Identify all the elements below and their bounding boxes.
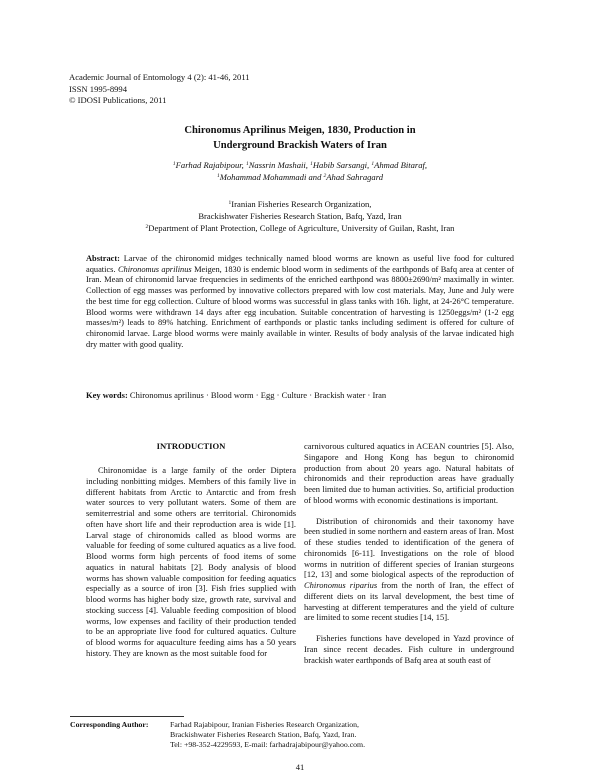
- author-name: Farhad Rajabipour,: [175, 160, 246, 170]
- corresponding-author-contact: Tel: +98-352-4229593, E-mail: farhadrajabipour@yahoo.com.: [170, 740, 366, 750]
- copyright: © IDOSI Publications, 2011: [69, 95, 167, 106]
- affiliation-1-station: Brackishwater Fisheries Research Station, Bafq, Yazd, Iran: [198, 210, 402, 221]
- keywords: Key words: Chironomus aprilinus · Blood worm · Egg · Culture · Brackish water · Iran: [86, 390, 387, 400]
- author-line-1: $^1$Farhad Rajabipour, $^1$Nassrin Mashaii, $^1$Habib Sarsangi, $^1$Ahmad Bitaraf,: [172, 160, 428, 170]
- author-name: Ahad Sahragard: [326, 171, 384, 182]
- paragraph: carnivorous cultured aquatics in ACEAN countries [5]. Also, Singapore and Hong Kong has begun to chironomid production from about 20 years ago. Natural habitats of chironomids and their reproduction areas have gradually been limited due to human activities. So, artificial production of blood worms with economic destinations is important.: [304, 441, 514, 505]
- keyword: Blood worm: [210, 390, 254, 400]
- section-heading-introduction: INTRODUCTION: [156, 441, 226, 451]
- author-name: Habib Sarsangi,: [312, 160, 372, 170]
- author-name: Mohammad Mohammadi and: [219, 171, 324, 182]
- affiliation-2: $^2$Department of Plant Protection, College of Agriculture, University of Guilan, Rasht, Iran: [145, 222, 455, 233]
- affiliations: [90, 199, 510, 234]
- keyword: Iran: [372, 390, 387, 400]
- paragraph: Fisheries functions have developed in Yazd province of Iran since recent decades. Fish culture in underground brackish water earthponds of Bafq area at south east of: [304, 633, 514, 665]
- author-list: [90, 160, 510, 184]
- author-line-2: $^1$Mohammad Mohammadi and $^2$Ahad Sahragard: [216, 171, 384, 182]
- affiliation-1: $^1$Iranian Fisheries Research Organization,: [228, 199, 372, 209]
- keyword: Brackish water: [314, 390, 366, 400]
- keywords-label: Key words:: [86, 390, 128, 400]
- keyword: Chironomus aprilinus: [129, 390, 204, 400]
- abstract: Abstract: Larvae of the chironomid midges technically named blood worms are known as useful live food for cultured aquatics. Chironomus aprilinus Meigen, 1830 is endemic blood worm in sediments of the earthponds of Bafq area at center of Iran. Mean of chironomid larvae frequencies in sediments of the enriched earthpond was 8800±2690/m² maximally in winter. Collection of egg masses was performed by innovative collectors prepared with low cost materials. May, June and July were the best time for egg collection. Culture of blood worms was successful in glass tanks with 16h. light, at 24-26°C temperature. Blood worms were withdrawn 14 days after egg incubation. Suitable concentration of harvesting is 1250eggs/m² (1-2 egg masses/m²) leads to 89% hatching. Enrichment of earthponds or plastic tanks including sediment is offered for culture of chironomid larvae. Large blood worms were mainly available in winter. Results of body analysis of the larvae indicated high dry matter with good quality.: [86, 254, 514, 349]
- page-number: 41: [295, 762, 305, 772]
- paper-title: Chironomus Aprilinus Meigen, 1830, Production in Underground Brackish Waters of Iran: [184, 125, 416, 151]
- paragraph: Distribution of chironomids and their taxonomy have been studied in some northern and eastern areas of Iran. Most of these studies tended to identification of the genera of chironomids [6-11]. Investigations on the role of blood worms in nutrition of different species of Iranian sturgeons [12, 13] and some biological aspects of the reproduction of Chironomus riparius from the north of Iran, the effect of different diets on its larval development, the best time of harvesting at different temperatures and the yield of culture are limited to some recent studies [14, 15].: [304, 515, 514, 623]
- footnote-divider: [70, 716, 184, 717]
- corresponding-author-address: Brackishwater Fisheries Research Station, Bafq, Yazd, Iran.: [170, 730, 357, 740]
- column-left: [86, 465, 296, 659]
- abstract-label: Abstract:: [86, 254, 120, 263]
- species-name: Chironomus aprilinus: [117, 264, 192, 274]
- corresponding-author: [70, 720, 530, 750]
- keyword: Egg: [260, 390, 275, 400]
- corresponding-author-name: Farhad Rajabipour, Iranian Fisheries Research Organization,: [170, 720, 359, 729]
- keyword: Culture: [281, 390, 308, 400]
- issn: ISSN 1995-8994: [69, 83, 128, 94]
- journal-citation: Academic Journal of Entomology 4 (2): 41-46, 2011: [69, 72, 250, 82]
- species-name: Chironomus riparius: [304, 580, 378, 590]
- column-right: [304, 441, 514, 665]
- corresponding-author-label: Corresponding Author:: [70, 720, 149, 729]
- journal-header: [69, 72, 250, 107]
- paragraph: Chironomidae is a large family of the order Diptera including nonbitting midges. Members of this family live in different habitats from Arctic to Antarctic and from fresh water sources to very pollutant waters. Some of them are semiterrestrial and some others are territorial. Chironomids often have short life and their reproduction area is wide [1]. Larval stage of chironomids called as blood worms are valuable for feeding of some cultured aquatics as a live food. Blood worms form high percents of food items of some aquatics in natural habitats [2]. Body analysis of blood worms has shown valuable composition for feeding aquatics especially as a source of iron [3]. Fish fries supplied with blood worms has higher body size, growth rate, survival and stocking success [4]. Valuable feeding composition of blood worms, low expenses and facility of their production tended to be an appropriate live food for cultured aquatics. Culture of blood worms for aquaculture feeding aims has a 50 years history. They are known as the most suitable food for: [86, 465, 296, 658]
- author-name: Nassrin Mashaii,: [248, 160, 311, 170]
- author-name: Ahmad Bitaraf,: [374, 160, 428, 170]
